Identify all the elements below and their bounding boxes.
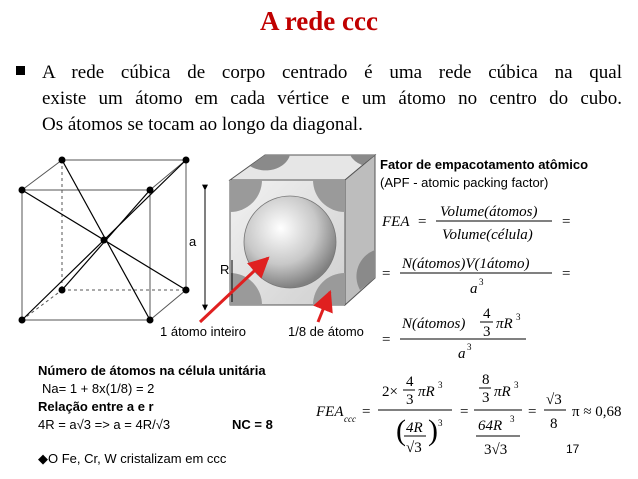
frac-num: 4: [406, 374, 414, 390]
result: π ≈ 0,68: [572, 404, 622, 420]
frac-den: 3: [483, 324, 491, 340]
eq-sign: =: [562, 266, 571, 282]
page-number: 17: [566, 442, 580, 456]
apf-title: Fator de empacotamento atômico: [380, 157, 589, 172]
frac-den: 3: [406, 392, 414, 408]
exponent: 3: [438, 380, 443, 390]
bcc-figure: [0, 150, 380, 350]
sqrt-three: √3: [546, 392, 562, 408]
coordination-number: NC = 8: [232, 417, 273, 432]
sixty-four-R: 64R: [478, 418, 503, 434]
paren-close: ): [428, 414, 438, 447]
relation-formula: 4R = a√3 => a = 4R/√3: [38, 417, 171, 432]
eq-sign: =: [362, 404, 371, 420]
materials-text: O Fe, Cr, W cristalizam em ccc: [48, 451, 227, 466]
exponent: 3: [516, 312, 521, 322]
fea-ccc-equation: [310, 368, 630, 476]
fea-ccc-label: FEA: [316, 404, 344, 420]
volume-atoms: Volume(átomos): [440, 204, 538, 220]
ccc-subscript: ccc: [344, 414, 356, 424]
caption-whole-atom: 1 átomo inteiro: [160, 324, 246, 339]
caption-eighth-atom: 1/8 de átomo: [288, 324, 364, 339]
eight: 8: [550, 416, 558, 432]
four-R: 4R: [406, 420, 423, 436]
exponent: 3: [438, 418, 443, 428]
packed-sphere-cube: [230, 155, 375, 305]
three-sqrt-three: 3√3: [484, 442, 508, 458]
exponent: 3: [510, 414, 515, 424]
eq-sign: =: [382, 266, 391, 282]
a-cubed: a: [470, 281, 478, 297]
materials-note: [38, 451, 226, 467]
a-cubed: a: [458, 346, 466, 362]
pi-R: πR: [494, 384, 511, 400]
sqrt-three: √3: [406, 440, 422, 456]
eq-sign: =: [460, 404, 469, 420]
relation-title: Relação entre a e r: [38, 399, 154, 414]
diamond-bullet-icon: ◆: [38, 451, 48, 466]
label-R: R: [220, 262, 230, 277]
apf-subtitle: (APF - atomic packing factor): [380, 175, 549, 190]
intro-line: Os átomos se tocam ao longo da diagonal.: [42, 114, 363, 135]
frac-den: 3: [482, 390, 490, 406]
eq-sign: =: [562, 214, 571, 230]
n-atoms: N(átomos): [402, 316, 466, 332]
atoms-count-formula: Na= 1 + 8x(1/8) = 2: [42, 381, 155, 396]
eq-sign: =: [382, 332, 391, 348]
exponent: 3: [514, 380, 519, 390]
exponent: 3: [467, 342, 472, 352]
intro-line: existe um átomo em cada vértice e um átomo no centro do cubo.: [42, 88, 622, 109]
paren-open: (: [396, 414, 406, 447]
eight: 8: [482, 372, 490, 388]
pi-R: πR: [496, 316, 513, 332]
intro-paragraph: [42, 60, 622, 138]
bullet-square-icon: [16, 66, 25, 75]
intro-line: A rede cúbica de corpo centrado é uma rede cúbica na qual: [42, 62, 622, 83]
atoms-count-title: Número de átomos na célula unitária: [38, 363, 266, 378]
apf-equations: [380, 196, 600, 366]
volume-cell: Volume(célula): [442, 227, 533, 243]
exponent: 3: [479, 277, 484, 287]
frac-num: 4: [483, 306, 491, 322]
two-times: 2×: [382, 384, 398, 400]
label-a: a: [189, 234, 197, 249]
n-atoms-v: N(átomos)V(1átomo): [402, 256, 530, 272]
eq-sign: =: [528, 404, 537, 420]
fea-label: FEA: [382, 214, 410, 230]
pi-R: πR: [418, 384, 435, 400]
eq-sign: =: [418, 214, 427, 230]
page-title: A rede ccc: [260, 6, 378, 36]
